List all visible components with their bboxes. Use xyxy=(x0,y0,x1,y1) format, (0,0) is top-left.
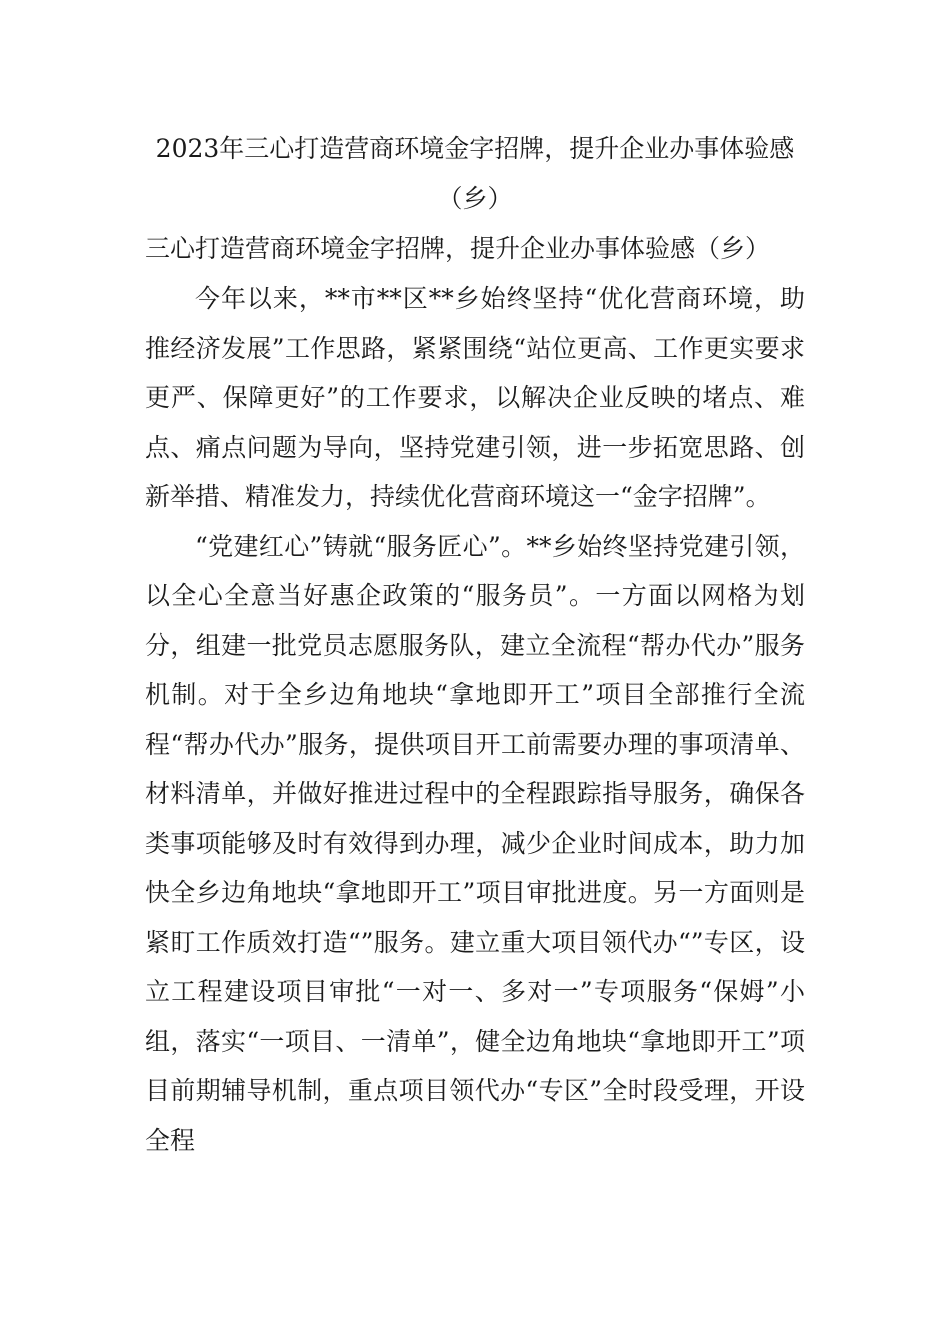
paragraph-party-building: “党建红心”铸就“服务匠心”。**乡始终坚持党建引领，以全心全意当好惠企政策的“服务员”。一方面以网格为划分，组建一批党员志愿服务队，建立全流程“帮办代办”服务机制。对于全乡边角地块“拿地即开工”项目全部推行全流程“帮办代办”服务，提供项目开工前需要办理的事项清单、材料清单，并做好推进过程中的全程跟踪指导服务，确保各类事项能够及时有效得到办理，减少企业时间成本，助力加快全乡边角地块“拿地即开工”项目审批进度。另一方面则是紧盯工作质效打造“”服务。建立重大项目领代办“”专区，设立工程建设项目审批“一对一、多对一”专项服务“保姆”小组，落实“一项目、一清单”，健全边角地块“拿地即开工”项目前期辅导机制，重点项目领代办“专区”全时段受理，开设全程 xyxy=(145,531,805,1155)
document-page xyxy=(145,124,805,1165)
document-title: 2023年三心打造营商环境金字招牌，提升企业办事体验感（乡） xyxy=(155,134,795,213)
paragraph-intro: 今年以来，**市**区**乡始终坚持“优化营商环境，助推经济发展”工作思路，紧紧围绕“站位更高、工作更实要求更严、保障更好”的工作要求，以解决企业反映的堵点、难点、痛点问题为导向，坚持党建引领，进一步拓宽思路、创新举措、精准发力，持续优化营商环境这一“金字招牌”。 xyxy=(145,284,805,511)
document-subtitle: 三心打造营商环境金字招牌，提升企业办事体验感（乡） xyxy=(145,234,771,263)
